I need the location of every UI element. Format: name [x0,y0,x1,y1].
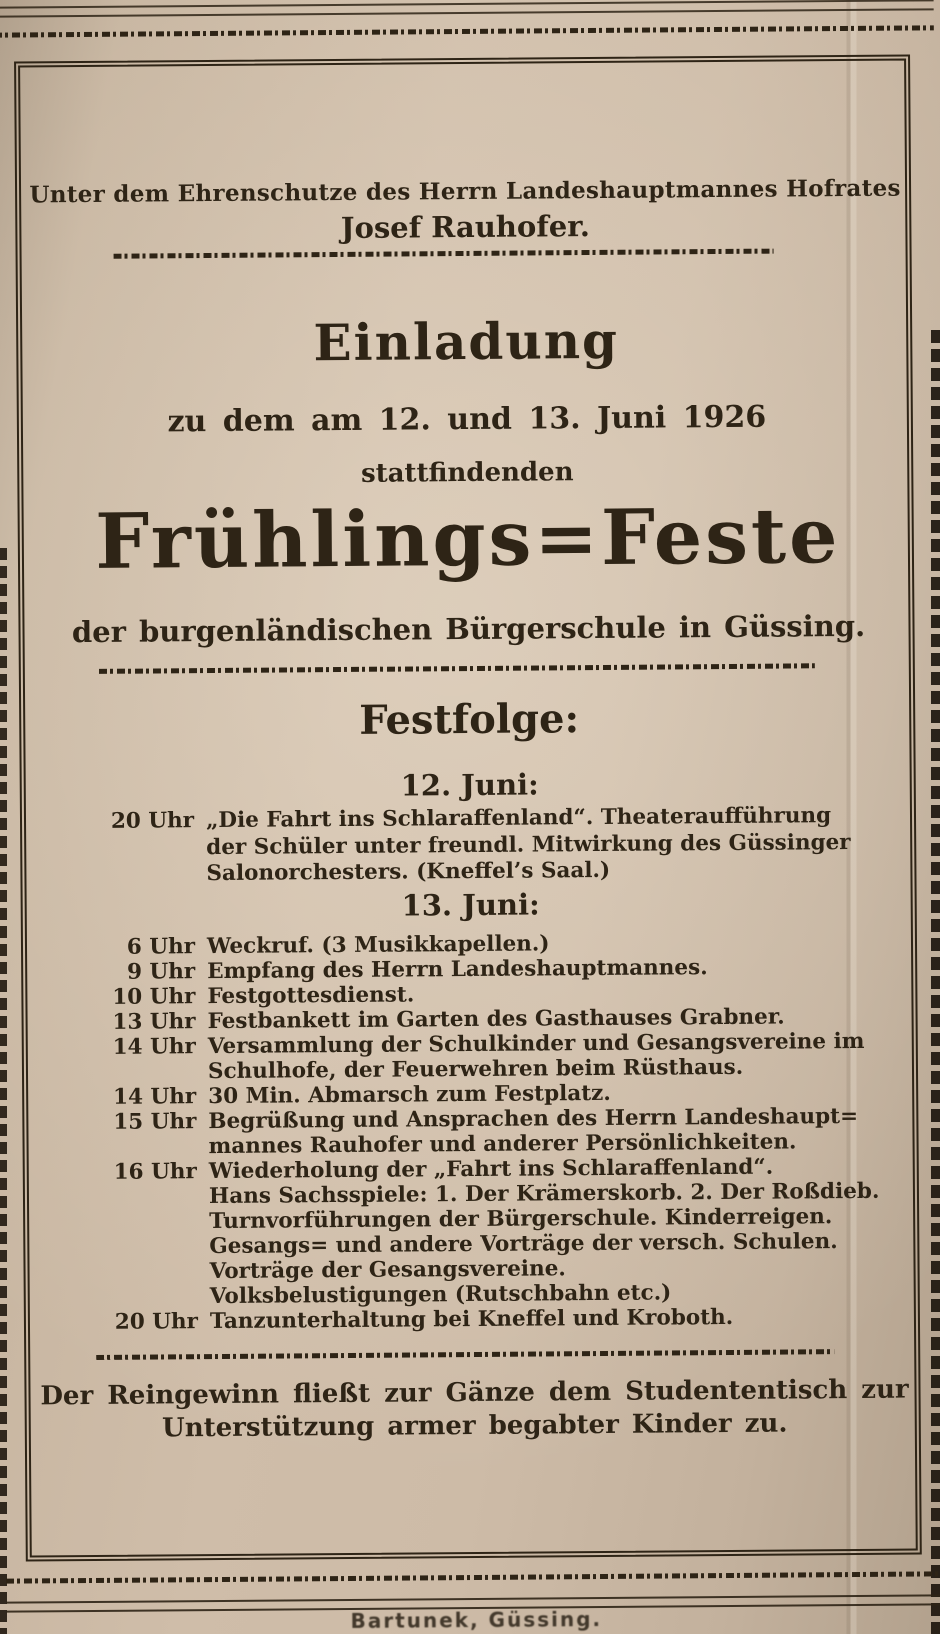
charity-note-line: Der Reingewinn fließt zur Gänze dem Studententisch zur [40,1374,909,1412]
program-item [90,1028,865,1085]
event-title: Frühlings=Feste [94,491,841,586]
day1-program [88,803,857,889]
patron-name: Josef Rauhofer. [340,209,591,245]
program-heading: Festfolge: [359,695,580,744]
program-time: 20 Uhr [110,808,195,834]
program-line: Empfang des Herrn Landeshauptmannes. [207,955,708,985]
program-line: mannes Rauhofer und anderer Persönlichkeiten. [208,1129,797,1160]
program-line: Festgottesdienst. [207,982,415,1010]
event-subtitle: der burgenländischen Bürgerschule in Güssing. [71,608,866,650]
program-line: Volksbelustigungen (Rutschbahn etc.) [209,1280,672,1310]
program-line: Turnvorführungen der Bürgerschule. Kinderreigen. [209,1204,833,1235]
program-line: Weckruf. (3 Musikkapellen.) [206,931,550,960]
top-chain-rule [0,25,934,37]
program-time: 14 Uhr [112,1034,196,1060]
day2-program [89,929,880,1335]
program-text [208,1029,865,1084]
program-time: 6 Uhr [126,934,196,960]
program-time: 10 Uhr [112,984,196,1010]
bottom-chain-rule [6,1571,940,1583]
program-text [206,803,857,888]
program-item [91,1154,880,1310]
program-time: 9 Uhr [126,959,196,985]
program-line: 30 Min. Abmarsch zum Festplatz. [208,1080,611,1110]
program-time: 20 Uhr [114,1309,199,1335]
printer-mark: Bartunek, Güssing. [350,1606,603,1633]
program-line: Gesangs= und andere Vorträge der versch. Schulen. [209,1229,838,1260]
program-line: Festbankett im Garten des Gasthauses Grabner. [207,1004,785,1035]
program-time: 14 Uhr [112,1084,197,1110]
program-time: 15 Uhr [113,1109,197,1135]
occasion-word: stattfindenden [360,457,574,489]
program-time: 16 Uhr [113,1159,197,1185]
day2-heading: 13. Juni: [401,887,540,923]
day1-heading: 12. Juni: [400,767,539,803]
program-line: der Schüler unter freundl. Mitwirkung des Güssinger [206,829,851,860]
event-date-line: zu dem am 12. und 13. Juni 1926 [167,399,767,440]
program-item [88,803,857,889]
program-time: 13 Uhr [112,1009,196,1035]
program-text [210,1304,860,1334]
program-line: Hans Sachsspiele: 1. Der Krämerskorb. 2. Der Roßdieb. [208,1178,880,1210]
patronage-line: Unter dem Ehrenschutze des Herrn Landeshauptmannes Hofrates [29,174,901,209]
program-line: Vorträge der Gesangsvereine. [209,1256,566,1285]
invitation-heading: Einladung [313,310,620,373]
top-double-rule [0,0,934,18]
program-text [209,1154,881,1309]
program-line: Schulhofe, der Feuerwehren beim Rüsthaus. [207,1054,744,1085]
program-text [208,1104,858,1159]
program-item [90,1104,858,1160]
program-line: Wiederholung der „Fahrt ins Schlaraffenland“. [208,1154,774,1185]
charity-note-line: Unterstützung armer begabter Kinder zu. [162,1408,788,1444]
program-line: Tanzunterhaltung bei Kneffel und Kroboth. [209,1304,734,1335]
program-line: „Die Fahrt ins Schlaraffenland“. Theateraufführung [205,803,832,834]
program-line: Begrüßung und Ansprachen des Herrn Landeshaupt= [208,1103,859,1135]
program-line: Salonorchesters. (Kneffel’s Saal.) [206,857,611,887]
program-line: Versammlung der Schulkinder und Gesangsvereine im [207,1028,865,1060]
